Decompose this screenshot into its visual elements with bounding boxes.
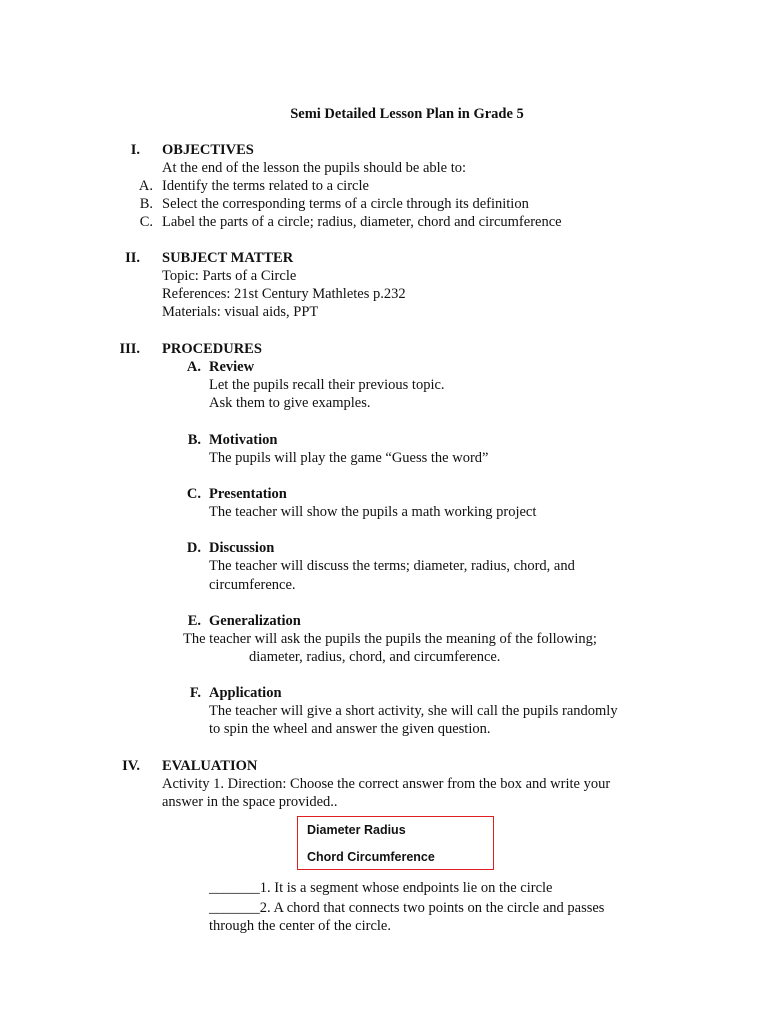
objectives-heading: OBJECTIVES xyxy=(162,142,254,158)
generalization-line-1: The teacher will ask the pupils the pupils the meaning of the following; xyxy=(183,631,597,647)
presentation-heading: Presentation xyxy=(209,486,287,502)
presentation-line-1: The teacher will show the pupils a math working project xyxy=(209,504,537,520)
answer-choices-line-1: Diameter Radius xyxy=(307,823,406,837)
objective-item-a: Identify the terms related to a circle xyxy=(162,178,369,194)
procedures-heading: PROCEDURES xyxy=(162,341,262,357)
motivation-line-1: The pupils will play the game “Guess the word” xyxy=(209,450,489,466)
review-line-2: Ask them to give examples. xyxy=(209,395,371,411)
application-letter: F. xyxy=(189,685,201,701)
evaluation-numeral: IV. xyxy=(122,758,140,774)
presentation-letter: C. xyxy=(186,486,201,502)
motivation-letter: B. xyxy=(187,432,201,448)
review-line-1: Let the pupils recall their previous topic. xyxy=(209,377,445,393)
objectives-intro: At the end of the lesson the pupils should be able to: xyxy=(162,160,467,176)
objective-letter-a: A. xyxy=(138,178,153,194)
application-heading: Application xyxy=(209,685,282,701)
generalization-heading: Generalization xyxy=(209,613,301,629)
review-letter: A. xyxy=(186,359,201,375)
question-1: _______1. It is a segment whose endpoints lie on the circle xyxy=(209,880,553,896)
evaluation-direction-line-1: Activity 1. Direction: Choose the correct answer from the box and write your xyxy=(162,776,611,792)
procedures-numeral: III. xyxy=(119,341,140,357)
objective-letter-c: C. xyxy=(139,214,153,230)
application-line-2: to spin the wheel and answer the given question. xyxy=(209,721,491,737)
subject-references: References: 21st Century Mathletes p.232 xyxy=(162,286,406,302)
evaluation-heading: EVALUATION xyxy=(162,758,258,774)
question-2-line-2: through the center of the circle. xyxy=(209,918,391,934)
subject-materials: Materials: visual aids, PPT xyxy=(162,304,319,320)
discussion-line-2: circumference. xyxy=(209,577,296,593)
discussion-letter: D. xyxy=(186,540,201,556)
subject-matter-heading: SUBJECT MATTER xyxy=(162,250,294,266)
answer-choices-box xyxy=(297,816,494,870)
review-heading: Review xyxy=(209,359,255,375)
question-2-line-1: _______2. A chord that connects two points on the circle and passes xyxy=(209,900,605,916)
application-line-1: The teacher will give a short activity, she will call the pupils randomly xyxy=(209,703,618,719)
discussion-heading: Discussion xyxy=(209,540,275,556)
objectives-numeral: I. xyxy=(130,142,140,158)
generalization-line-2: diameter, radius, chord, and circumference. xyxy=(249,649,501,665)
motivation-heading: Motivation xyxy=(209,432,278,448)
subject-matter-numeral: II. xyxy=(125,250,140,266)
answer-choices-line-2: Chord Circumference xyxy=(307,850,435,864)
objective-item-c: Label the parts of a circle; radius, diameter, chord and circumference xyxy=(162,214,562,230)
objective-letter-b: B. xyxy=(139,196,153,212)
generalization-letter: E. xyxy=(187,613,201,629)
objective-item-b: Select the corresponding terms of a circle through its definition xyxy=(162,196,529,212)
subject-topic: Topic: Parts of a Circle xyxy=(162,268,297,284)
evaluation-direction-line-2: answer in the space provided.. xyxy=(162,794,338,810)
page-title: Semi Detailed Lesson Plan in Grade 5 xyxy=(290,106,524,122)
discussion-line-1: The teacher will discuss the terms; diameter, radius, chord, and xyxy=(209,558,575,574)
